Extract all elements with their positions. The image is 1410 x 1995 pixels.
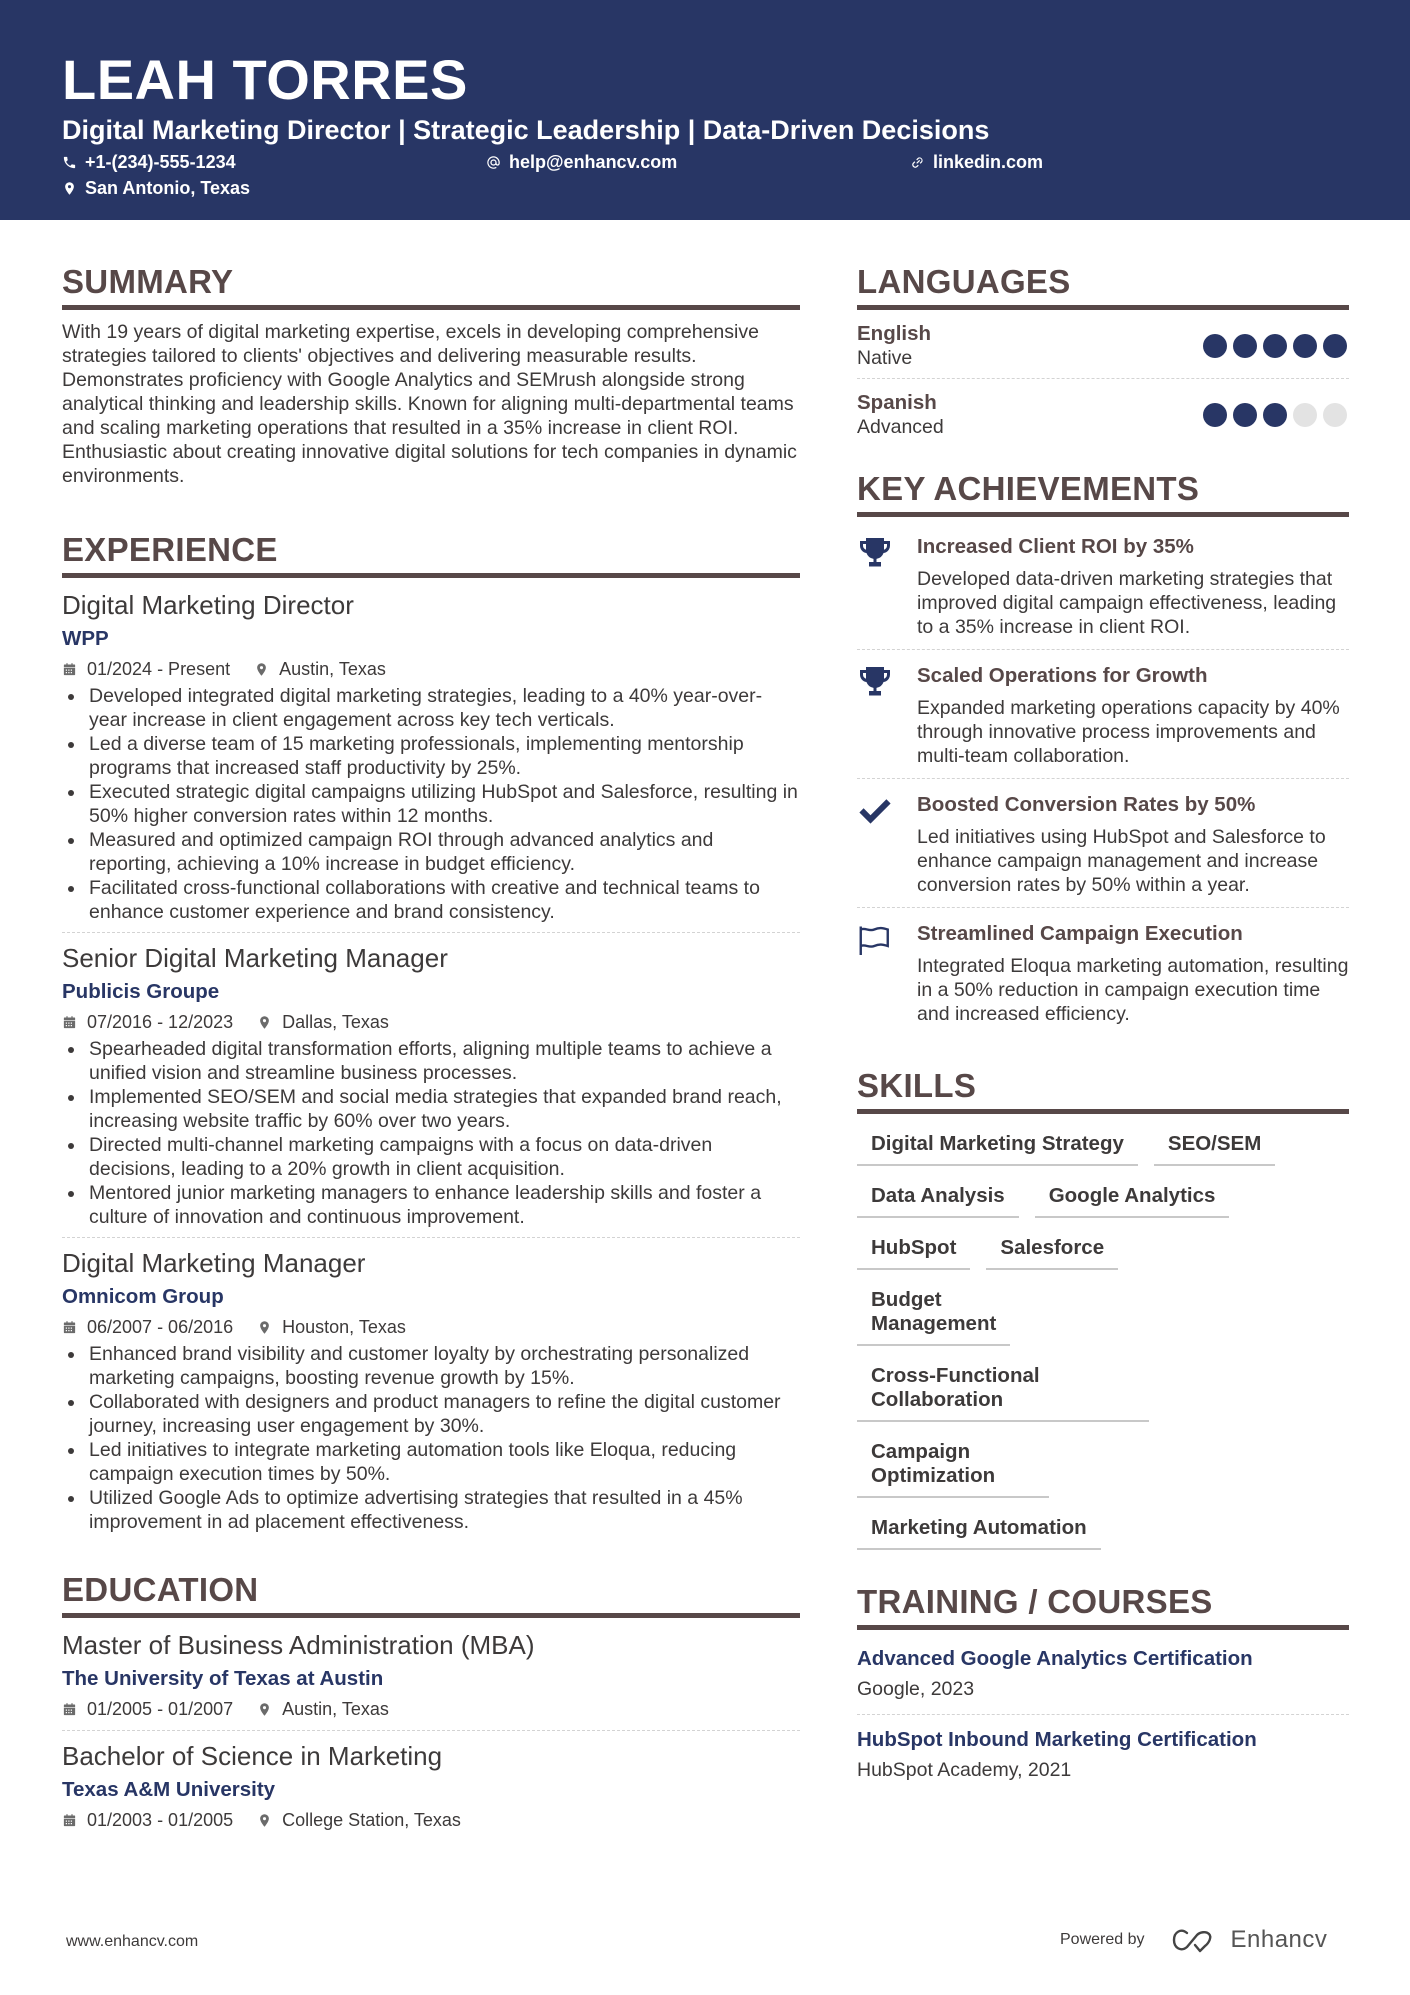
job-bullets <box>62 1342 800 1534</box>
company-name: Omnicom Group <box>62 1285 224 1308</box>
language-level: Native <box>857 347 913 369</box>
trophy-icon <box>857 535 893 571</box>
location-pin-icon <box>257 1015 272 1030</box>
training-section <box>857 1582 1349 1795</box>
education-dates: 01/2003 - 01/2005 <box>87 1810 234 1830</box>
checkmark-icon <box>857 793 893 829</box>
bullet-item: Developed integrated digital marketing strategies, leading to a 40% year-over-year increase in client engagement across key tech verticals. <box>62 684 800 732</box>
education-dates: 01/2005 - 01/2007 <box>87 1699 234 1719</box>
contact-linkedin[interactable] <box>910 151 1043 173</box>
calendar-icon <box>62 1813 77 1828</box>
left-column <box>62 262 800 1849</box>
job-dates: 07/2016 - 12/2023 <box>87 1012 234 1032</box>
language-rating <box>1203 403 1347 427</box>
achievement-item <box>857 908 1349 1036</box>
job-meta <box>62 1314 800 1340</box>
training-title: HubSpot Inbound Marketing Certification <box>857 1728 1257 1751</box>
education-meta <box>62 1807 800 1833</box>
achievements-heading: KEY ACHIEVEMENTS <box>857 469 1349 517</box>
languages-section <box>857 262 1349 447</box>
job-bullets <box>62 1037 800 1229</box>
location-pin-icon <box>257 1702 272 1717</box>
rating-dot-filled <box>1203 403 1227 427</box>
education-section <box>62 1570 800 1841</box>
school-name: The University of Texas at Austin <box>62 1667 384 1690</box>
achievement-item <box>857 779 1349 908</box>
phone-icon <box>62 155 77 170</box>
education-location <box>257 1807 461 1833</box>
language-level: Advanced <box>857 416 944 438</box>
link-icon <box>910 155 925 170</box>
trophy-icon <box>857 664 893 700</box>
achievement-item <box>857 527 1349 650</box>
skill-tag: Salesforce <box>986 1232 1118 1270</box>
bullet-item: Mentored junior marketing managers to enhance leadership skills and foster a culture of innovation and continuous improvement. <box>62 1181 800 1229</box>
job-meta <box>62 1009 800 1035</box>
bullet-item: Enhanced brand visibility and customer loyalty by orchestrating personalized marketing campaigns, boosting revenue growth by 15%. <box>62 1342 800 1390</box>
degree: Bachelor of Science in Marketing <box>62 1741 443 1771</box>
phone-text: +1-(234)-555-1234 <box>85 152 236 172</box>
summary-text: With 19 years of digital marketing expertise, excels in developing comprehensive strategies tailored to clients' objectives and delivering measurable results. Demonstrates proficiency with Google Analytics and SEMrush alongside strong analytical thinking and leadership skills. Known for aligning multi-departmental teams and scaling marketing operations that resulted in a 35% increase in client ROI. Enthusiastic about creating innovative digital solutions for tech companies in dynamic environments. <box>62 321 797 487</box>
contact-location <box>62 177 250 199</box>
bullet-item: Implemented SEO/SEM and social media strategies that expanded brand reach, increasing website traffic by 60% over two years. <box>62 1085 800 1133</box>
bullet-item: Led initiatives to integrate marketing automation tools like Eloqua, reducing campaign execution times by 50%. <box>62 1438 800 1486</box>
powered-by-label: Powered by <box>1060 1931 1145 1948</box>
bullet-item: Spearheaded digital transformation efforts, aligning multiple teams to achieve a unified vision and streamline business processes. <box>62 1037 800 1085</box>
footer-website[interactable]: www.enhancv.com <box>66 1933 199 1950</box>
training-item <box>857 1640 1349 1715</box>
location-text: San Antonio, Texas <box>85 178 251 198</box>
language-item <box>857 320 1349 379</box>
at-icon <box>486 155 501 170</box>
achievement-title: Streamlined Campaign Execution <box>917 922 1243 945</box>
contact-phone[interactable] <box>62 151 236 173</box>
bullet-item: Measured and optimized campaign ROI through advanced analytics and reporting, achieving a 10% increase in budget efficiency. <box>62 828 800 876</box>
job-location-text: Houston, Texas <box>282 1317 406 1337</box>
achievements-section <box>857 469 1349 1036</box>
education-heading: EDUCATION <box>62 1570 800 1618</box>
training-item <box>857 1721 1349 1795</box>
rating-dot-filled <box>1263 403 1287 427</box>
candidate-title: Digital Marketing Director | Strategic Leadership | Data-Driven Decisions <box>62 115 990 145</box>
rating-dot-filled <box>1203 334 1227 358</box>
achievement-description: Developed data-driven marketing strategies that improved digital campaign effectiveness, leading to a 35% increase in client ROI. <box>917 568 1337 638</box>
flag-icon <box>857 922 893 958</box>
skill-tag: Budget Management <box>857 1284 1010 1346</box>
location-pin-icon <box>257 1320 272 1335</box>
enhancv-logo-icon <box>1171 1926 1219 1954</box>
location-pin-icon <box>254 662 269 677</box>
company-name: Publicis Groupe <box>62 980 220 1003</box>
rating-dot-empty <box>1323 403 1347 427</box>
job-title: Digital Marketing Director <box>62 590 354 620</box>
job-title: Senior Digital Marketing Manager <box>62 943 448 973</box>
language-item <box>857 389 1349 447</box>
job-location <box>257 1009 389 1035</box>
training-heading: TRAINING / COURSES <box>857 1582 1349 1630</box>
calendar-icon <box>62 1320 77 1335</box>
bullet-item: Led a diverse team of 15 marketing professionals, implementing mentorship programs that increased staff productivity by 25%. <box>62 732 800 780</box>
achievement-title: Boosted Conversion Rates by 50% <box>917 793 1256 816</box>
job-location-text: Austin, Texas <box>279 659 386 679</box>
education-meta <box>62 1696 800 1722</box>
calendar-icon <box>62 1015 77 1030</box>
education-location-text: College Station, Texas <box>282 1810 461 1830</box>
rating-dot-filled <box>1233 403 1257 427</box>
education-item <box>62 1739 800 1841</box>
job-location-text: Dallas, Texas <box>282 1012 389 1032</box>
candidate-name: LEAH TORRES <box>62 48 468 111</box>
right-column <box>857 262 1349 1801</box>
training-provider: Google, 2023 <box>857 1678 975 1700</box>
contact-email[interactable] <box>486 151 677 173</box>
rating-dot-filled <box>1323 334 1347 358</box>
job-meta <box>62 656 800 682</box>
language-rating <box>1203 334 1347 358</box>
skills-heading: SKILLS <box>857 1066 1349 1114</box>
achievement-title: Increased Client ROI by 35% <box>917 535 1194 558</box>
bullet-item: Collaborated with designers and product managers to refine the digital customer journey, increasing user engagement by 30%. <box>62 1390 800 1438</box>
experience-item <box>62 1246 800 1542</box>
training-provider: HubSpot Academy, 2021 <box>857 1759 1072 1781</box>
calendar-icon <box>62 662 77 677</box>
experience-heading: EXPERIENCE <box>62 530 800 578</box>
training-title: Advanced Google Analytics Certification <box>857 1647 1253 1670</box>
achievement-title: Scaled Operations for Growth <box>917 664 1208 687</box>
skill-tag: HubSpot <box>857 1232 970 1270</box>
job-dates: 01/2024 - Present <box>87 659 231 679</box>
job-bullets <box>62 684 800 924</box>
language-name: English <box>857 322 932 345</box>
summary-section <box>62 262 800 488</box>
languages-heading: LANGUAGES <box>857 262 1349 310</box>
calendar-icon <box>62 1702 77 1717</box>
rating-dot-filled <box>1233 334 1257 358</box>
rating-dot-filled <box>1263 334 1287 358</box>
summary-heading: SUMMARY <box>62 262 800 310</box>
experience-item <box>62 941 800 1238</box>
skill-tag: Cross-Functional Collaboration <box>857 1360 1149 1422</box>
job-location <box>257 1314 406 1340</box>
education-location <box>257 1696 389 1722</box>
bullet-item: Utilized Google Ads to optimize advertising strategies that resulted in a 45% improvement in ad placement effectiveness. <box>62 1486 800 1534</box>
achievement-description: Integrated Eloqua marketing automation, resulting in a 50% reduction in campaign execution time and increased efficiency. <box>917 955 1349 1025</box>
location-pin-icon <box>62 181 77 196</box>
skill-tag: Marketing Automation <box>857 1512 1101 1550</box>
linkedin-text: linkedin.com <box>933 152 1044 172</box>
rating-dot-empty <box>1293 403 1317 427</box>
education-item <box>62 1628 800 1731</box>
footer-branding <box>1060 1926 1327 1954</box>
brand-name: Enhancv <box>1230 1926 1328 1953</box>
rating-dot-filled <box>1293 334 1317 358</box>
company-name: WPP <box>62 627 109 650</box>
education-location-text: Austin, Texas <box>282 1699 389 1719</box>
school-name: Texas A&M University <box>62 1778 276 1801</box>
skill-tag: Google Analytics <box>1035 1180 1230 1218</box>
language-name: Spanish <box>857 391 937 414</box>
enhancv-logo[interactable] <box>1171 1926 1328 1954</box>
email-text: help@enhancv.com <box>509 152 678 172</box>
achievement-item <box>857 650 1349 779</box>
skill-tag: Digital Marketing Strategy <box>857 1128 1138 1166</box>
bullet-item: Facilitated cross-functional collaborations with creative and technical teams to enhance customer experience and brand consistency. <box>62 876 800 924</box>
job-location <box>254 656 386 682</box>
skill-tag: Data Analysis <box>857 1180 1019 1218</box>
experience-item <box>62 588 800 933</box>
degree: Master of Business Administration (MBA) <box>62 1630 535 1660</box>
skills-section <box>857 1066 1349 1550</box>
job-dates: 06/2007 - 06/2016 <box>87 1317 234 1337</box>
resume-header <box>0 0 1410 220</box>
bullet-item: Executed strategic digital campaigns utilizing HubSpot and Salesforce, resulting in 50% higher conversion rates within 12 months. <box>62 780 800 828</box>
skills-list <box>857 1124 1349 1550</box>
skill-tag: Campaign Optimization <box>857 1436 1049 1498</box>
skill-tag: SEO/SEM <box>1154 1128 1275 1166</box>
achievement-description: Expanded marketing operations capacity by 40% through innovative process improvements and multi-team collaboration. <box>917 697 1340 767</box>
job-title: Digital Marketing Manager <box>62 1248 366 1278</box>
location-pin-icon <box>257 1813 272 1828</box>
achievement-description: Led initiatives using HubSpot and Salesforce to enhance campaign management and increase conversion rates by 50% within a year. <box>917 826 1326 896</box>
bullet-item: Directed multi-channel marketing campaigns with a focus on data-driven decisions, leading to a 20% growth in client acquisition. <box>62 1133 800 1181</box>
experience-section <box>62 530 800 1542</box>
